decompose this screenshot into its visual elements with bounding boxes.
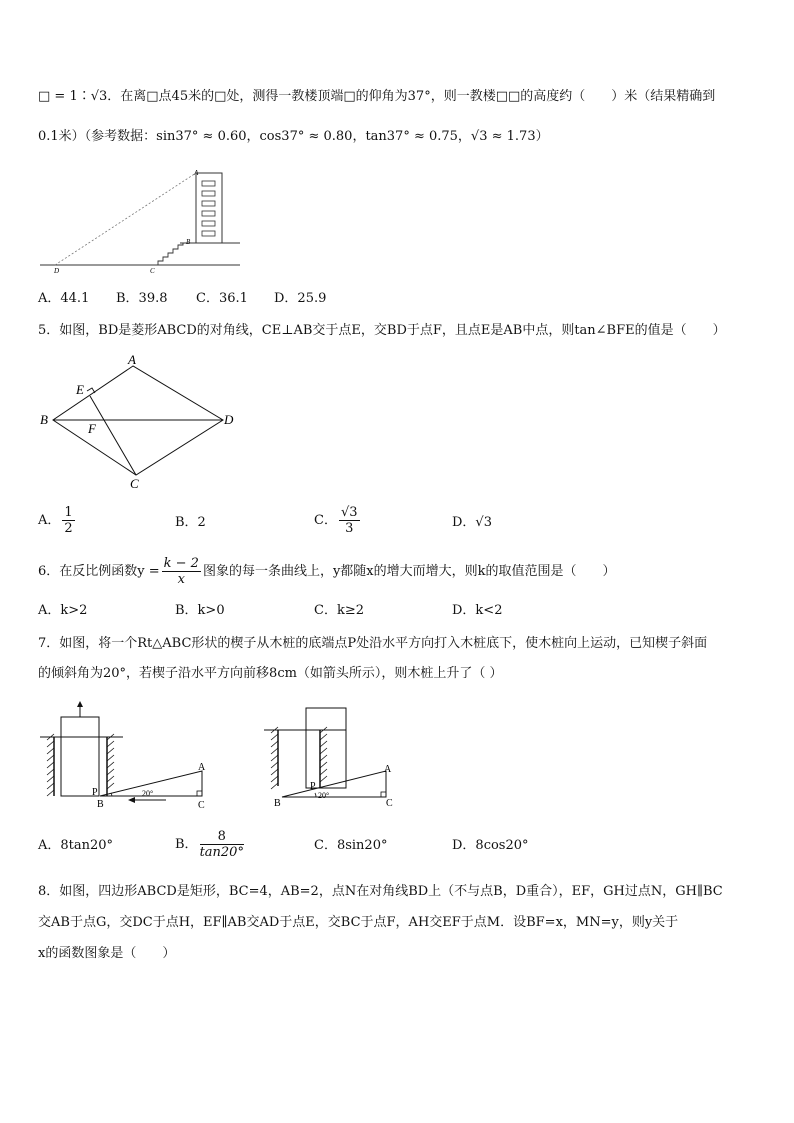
- q7-left-label-a: A: [198, 762, 206, 773]
- q5-option-d: D．√3: [452, 515, 492, 530]
- q5-option-c: [314, 505, 362, 536]
- q7-option-b-fraction: [200, 829, 244, 860]
- q5-option-a-prefix: A．: [38, 513, 61, 528]
- q4-label-a: A: [194, 169, 199, 177]
- q7-option-a: A．8tan20°: [38, 838, 114, 853]
- q7-option-c: C．8sin20°: [314, 838, 388, 853]
- q5-option-c-fraction: [339, 505, 360, 536]
- q7-right-label-angle: 20°: [318, 791, 330, 800]
- q7-left-label-b: B: [97, 799, 104, 810]
- q4-figure: [40, 165, 250, 277]
- q7-left-label-p: P: [92, 787, 98, 798]
- q7-left-label-angle: 20°: [142, 789, 154, 798]
- q7-right-label-p: P: [310, 781, 316, 792]
- q7-figure-right: [262, 700, 452, 815]
- q6-fraction: [162, 556, 201, 587]
- q4-option-c: C．36.1: [196, 291, 248, 306]
- q5-label-e: E: [76, 382, 84, 397]
- q6-frac-den: x: [177, 572, 185, 587]
- q6-option-a: A．k>2: [38, 603, 88, 618]
- q7-right-label-a: A: [384, 764, 392, 775]
- q4-label-b: B: [186, 238, 191, 246]
- q8-text-line2: 交AB于点G，交DC于点H，EF∥AB交AD于点E，交BC于点F，AH交EF于点M．设BF=x，MN=y，则y关于: [38, 915, 679, 930]
- q5-option-a: [38, 505, 77, 536]
- q5-option-c-prefix: C．: [314, 513, 337, 528]
- q6-option-c: C．k≥2: [314, 603, 364, 618]
- q7-right-label-c: C: [386, 798, 393, 809]
- q5-option-a-num: 1: [64, 505, 73, 520]
- q4-option-a: A．44.1: [38, 291, 90, 306]
- q6-suffix: 图象的每一条曲线上，y都随x的增大而增大，则k的取值范围是（ ）: [202, 564, 616, 579]
- q4-text-line1: □ = 1∶√3．在离□点45米的□处，测得一教楼顶端□的仰角为37°，则一教楼□□的高度约（ ）米（结果精确到: [38, 89, 716, 104]
- q5-option-a-fraction: [62, 505, 74, 536]
- q4-label-c: C: [150, 267, 155, 275]
- q4-label-d: D: [54, 267, 60, 275]
- q6-frac-num: k − 2: [163, 556, 199, 571]
- q5-option-c-num: √3: [340, 505, 358, 520]
- q5-figure: [38, 350, 248, 490]
- q4-text-line2: 0.1米）（参考数据：sin37° ≈ 0.60，cos37° ≈ 0.80，tan37° ≈ 0.75，√3 ≈ 1.73）: [38, 129, 549, 144]
- q7-option-b-prefix: B．: [175, 837, 198, 852]
- q5-label-c: C: [130, 476, 139, 490]
- q5-option-b: B．2: [175, 515, 206, 530]
- q5-label-b: B: [40, 412, 48, 427]
- q7-option-b-den: tan20°: [199, 845, 244, 860]
- q7-figure-left: [38, 700, 228, 815]
- q7-right-label-b: B: [274, 798, 281, 809]
- q8-text-line3: x的函数图象是（ ）: [38, 946, 176, 961]
- q7-text-line1: 7．如图，将一个Rt△ABC形状的楔子从木桩的底端点P处沿水平方向打入木桩底下，使木桩向上运动，已知楔子斜面: [38, 636, 708, 651]
- q5-text: 5．如图，BD是菱形ABCD的对角线，CE⊥AB交于点E，交BD于点F，且点E是AB中点，则tan∠BFE的值是（ ）: [38, 323, 726, 338]
- q5-option-a-den: 2: [64, 521, 73, 536]
- q4-option-b: B．39.8: [116, 291, 168, 306]
- q5-label-f: F: [88, 421, 96, 436]
- q7-option-b-num: 8: [200, 829, 244, 845]
- q7-text-line2: 的倾斜角为20°，若楔子沿水平方向前移8cm（如箭头所示），则木桩上升了（ ）: [38, 666, 503, 681]
- q7-left-label-c: C: [198, 800, 205, 811]
- q6-option-d: D．k<2: [452, 603, 503, 618]
- q7-option-d: D．8cos20°: [452, 838, 529, 853]
- q6-option-b: B．k>0: [175, 603, 225, 618]
- q5-option-c-den: 3: [345, 521, 354, 536]
- q8-text-line1: 8．如图，四边形ABCD是矩形，BC=4，AB=2，点N在对角线BD上（不与点B，D重合），EF，GH过点N，GH∥BC: [38, 884, 723, 899]
- q6-text: [38, 556, 616, 587]
- q7-option-b: [175, 829, 246, 860]
- q5-label-a: A: [128, 352, 136, 367]
- q4-option-d: D．25.9: [274, 291, 327, 306]
- q6-prefix: 6．在反比例函数y =: [38, 564, 160, 579]
- q5-label-d: D: [224, 412, 234, 427]
